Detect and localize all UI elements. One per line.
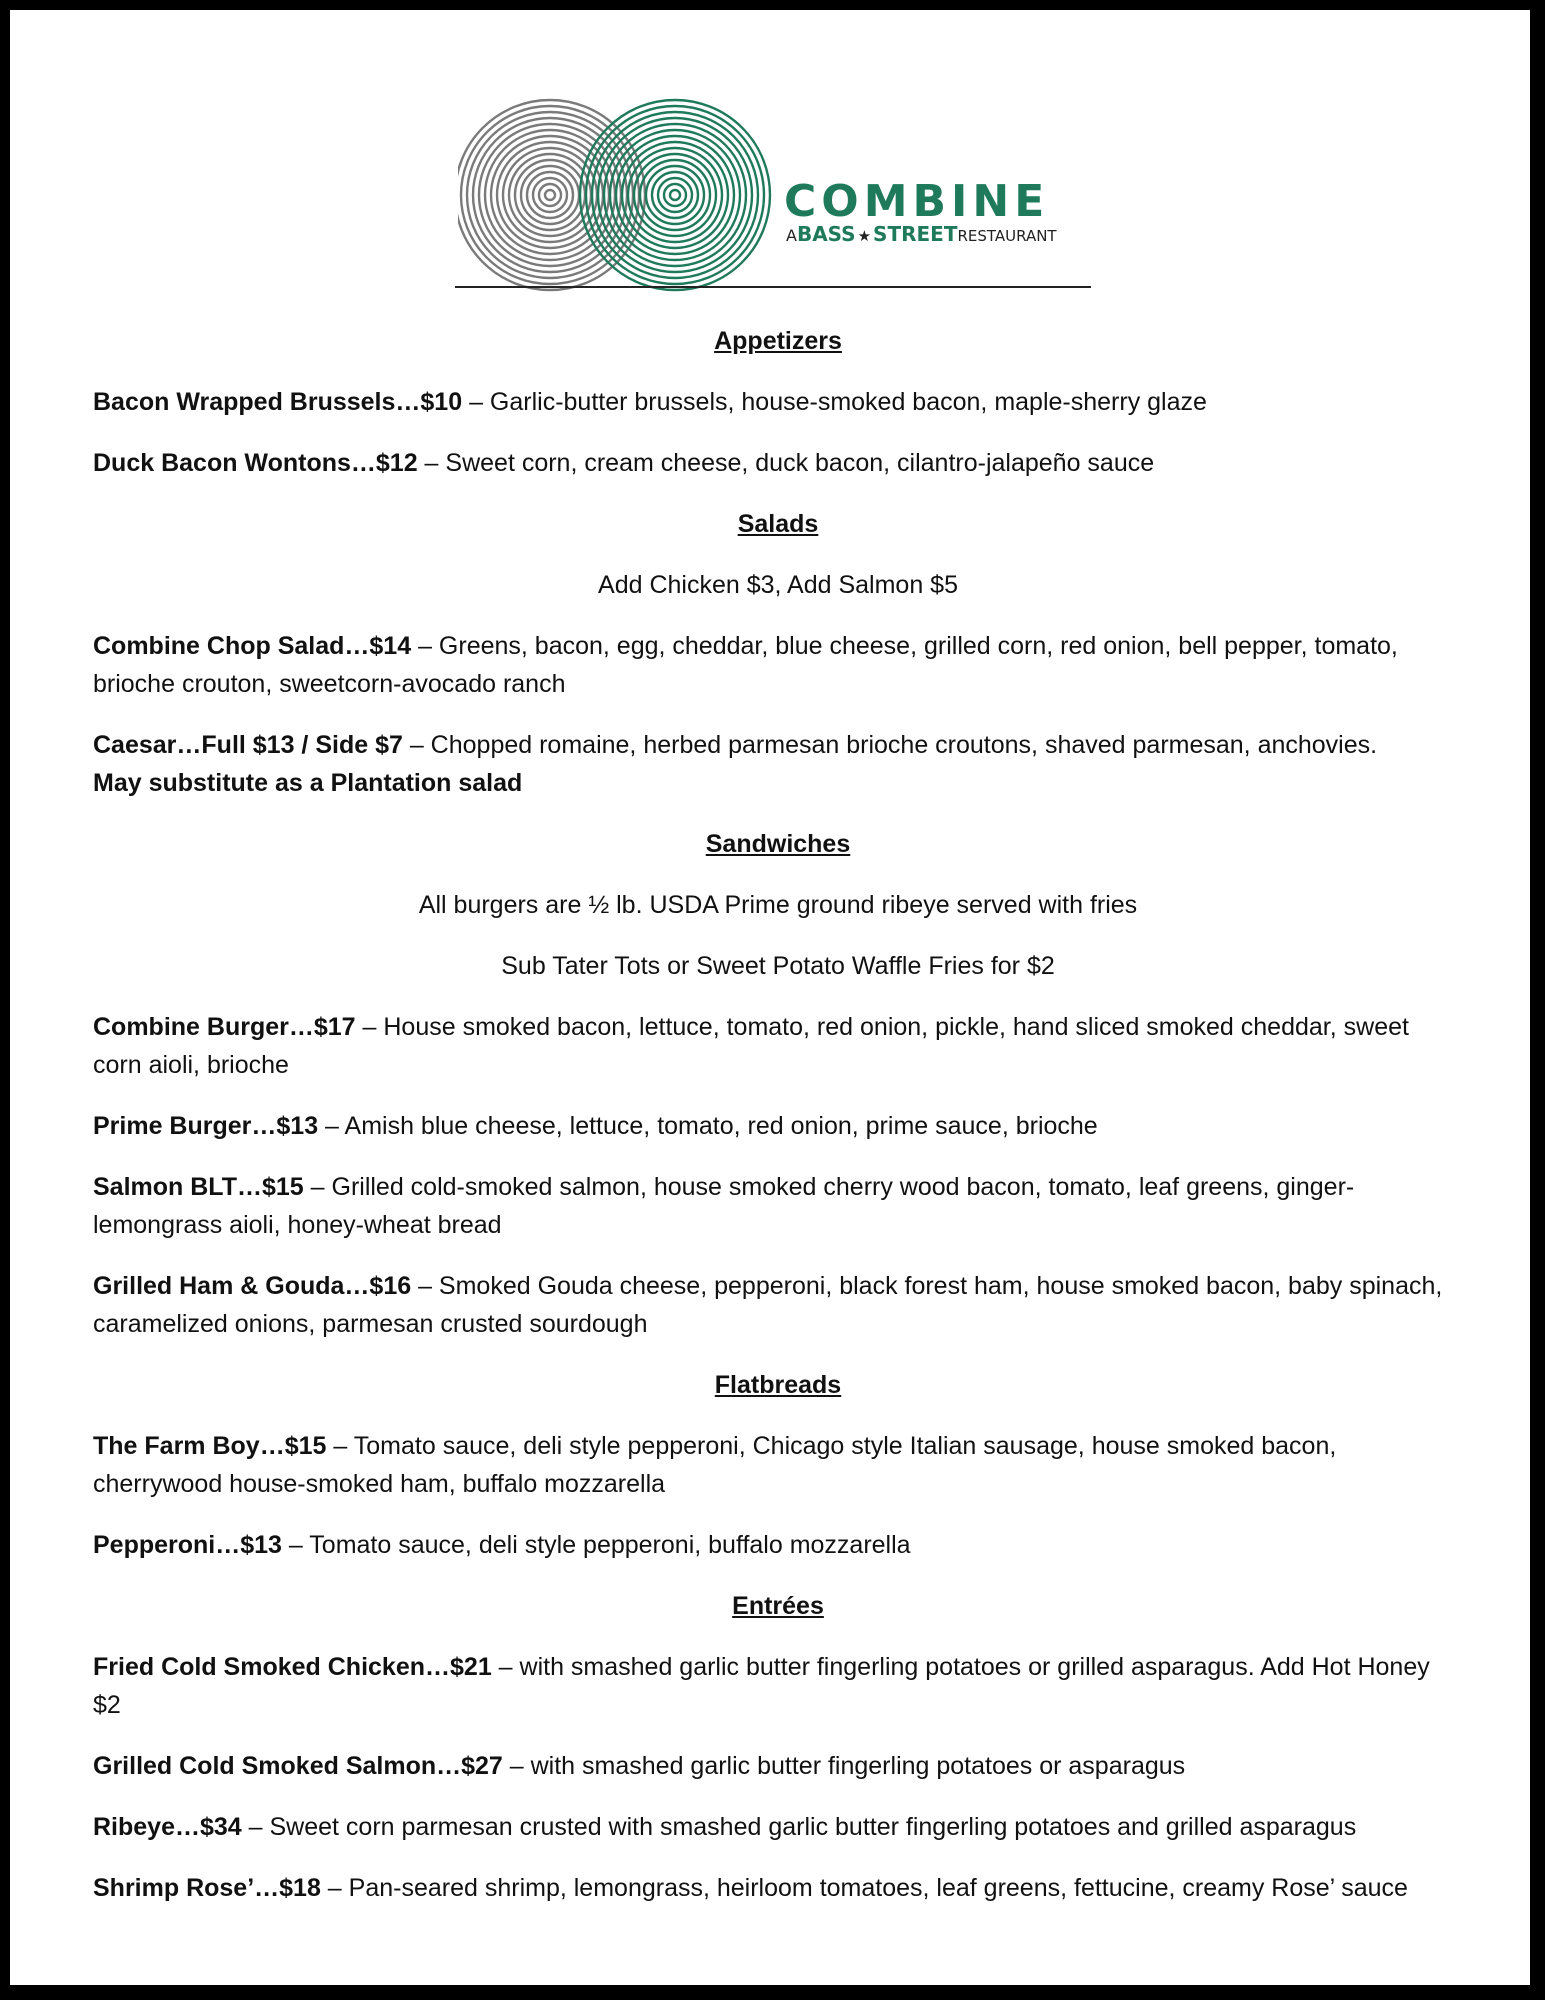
- menu-item: [93, 1168, 1463, 1244]
- logo-ring: [503, 148, 597, 242]
- menu-item: [93, 1427, 1463, 1503]
- logo-ring: [604, 124, 746, 266]
- item-name: Grilled Cold Smoked Salmon…$27: [93, 1752, 503, 1780]
- section-title-entrees: Entrées: [732, 1592, 824, 1620]
- section-title-flatbreads: Flatbreads: [714, 1371, 842, 1399]
- item-description: – Greens, bacon, egg, cheddar, blue cheese, grilled corn, red onion, bell pepper, tomato, brioche crouton, sweetcorn-avocado ranch: [93, 632, 1398, 698]
- item-name: Duck Bacon Wontons…$12: [93, 449, 418, 477]
- item-description: – Garlic-butter brussels, house-smoked bacon, maple-sherry glaze: [462, 388, 1207, 416]
- menu-page: [10, 10, 1530, 1985]
- salads-note: Add Chicken $3, Add Salmon $5: [598, 571, 958, 599]
- item-name: Caesar…Full $13 / Side $7: [93, 731, 403, 759]
- sandwiches-note-burgers: All burgers are ½ lb. USDA Prime ground ribeye served with fries: [418, 891, 1138, 919]
- menu-content: [93, 322, 1463, 1930]
- item-name: Pepperoni…$13: [93, 1531, 282, 1559]
- item-name: Bacon Wrapped Brussels…$10: [93, 388, 463, 416]
- logo-tagline: ABASS ★ STREETRESTAURANT: [786, 222, 1057, 246]
- item-description: – Tomato sauce, deli style pepperoni, buffalo mozzarella: [281, 1531, 911, 1559]
- section-title-appetizers: Appetizers: [714, 327, 842, 355]
- item-description: – Grilled cold-smoked salmon, house smoked cherry wood bacon, tomato, leaf greens, ginger-lemongrass aioli, honey-wheat bread: [93, 1173, 1355, 1239]
- logo-divider: [455, 286, 1091, 288]
- combine-logo: [458, 92, 1108, 302]
- logo-ring: [539, 184, 561, 206]
- item-extra-note: May substitute as a Plantation salad: [93, 769, 523, 797]
- logo-graphic: [458, 92, 1108, 302]
- logo-ring: [640, 160, 710, 230]
- item-description: – Pan-seared shrimp, lemongrass, heirloom tomatoes, leaf greens, fettucine, creamy Rose’ sauce: [320, 1874, 1408, 1902]
- item-description: – Sweet corn parmesan crusted with smashed garlic butter fingerling potatoes and grilled asparagus: [241, 1813, 1357, 1841]
- item-name: Combine Burger…$17: [93, 1013, 356, 1041]
- item-description: – Tomato sauce, deli style pepperoni, Chicago style Italian sausage, house smoked bacon, cherrywood house-smoked ham, buffalo mozzarella: [93, 1432, 1337, 1498]
- logo-ring: [479, 124, 621, 266]
- item-name: Grilled Ham & Gouda…$16: [93, 1272, 412, 1300]
- menu-item: [93, 1747, 1463, 1785]
- item-description: – Amish blue cheese, lettuce, tomato, red onion, prime sauce, brioche: [318, 1112, 1098, 1140]
- item-name: Fried Cold Smoked Chicken…$21: [93, 1653, 492, 1681]
- menu-item: [93, 1267, 1463, 1343]
- item-name: Prime Burger…$13: [93, 1112, 319, 1140]
- sandwiches-note-sides: Sub Tater Tots or Sweet Potato Waffle Fries for $2: [501, 952, 1055, 980]
- section-title-sandwiches: Sandwiches: [705, 830, 851, 858]
- logo-ring: [586, 106, 764, 284]
- logo-ring: [515, 160, 585, 230]
- item-name: Salmon BLT…$15: [93, 1173, 304, 1201]
- logo-ring: [521, 166, 579, 224]
- item-name: Combine Chop Salad…$14: [93, 632, 412, 660]
- menu-item: [93, 726, 1463, 802]
- item-description: – with smashed garlic butter fingerling potatoes or grilled asparagus. Add Hot Honey $2: [93, 1653, 1430, 1719]
- item-description: – Sweet corn, cream cheese, duck bacon, cilantro-jalapeño sauce: [417, 449, 1155, 477]
- logo-ring: [628, 148, 722, 242]
- item-description: – House smoked bacon, lettuce, tomato, red onion, pickle, hand sliced smoked cheddar, sweet corn aioli, brioche: [93, 1013, 1409, 1079]
- menu-item: [93, 1526, 1463, 1564]
- logo-ring: [545, 190, 555, 200]
- logo-ring: [646, 166, 704, 224]
- menu-item: [93, 627, 1463, 703]
- section-title-salads: Salads: [737, 510, 819, 538]
- menu-item: [93, 1648, 1463, 1724]
- menu-item: [93, 444, 1463, 482]
- item-name: Ribeye…$34: [93, 1813, 242, 1841]
- menu-item: [93, 1869, 1463, 1907]
- menu-item: [93, 1107, 1463, 1145]
- menu-item: [93, 383, 1463, 421]
- logo-ring: [485, 130, 615, 260]
- item-description: – Smoked Gouda cheese, pepperoni, black forest ham, house smoked bacon, baby spinach, caramelized onions, parmesan crusted sourdough: [93, 1272, 1443, 1338]
- menu-item: [93, 1008, 1463, 1084]
- item-description: – with smashed garlic butter fingerling potatoes or asparagus: [502, 1752, 1186, 1780]
- logo-ring: [610, 130, 740, 260]
- item-name: Shrimp Rose’…$18: [93, 1874, 321, 1902]
- menu-item: [93, 1808, 1463, 1846]
- logo-ring: [670, 190, 680, 200]
- item-name: The Farm Boy…$15: [93, 1432, 327, 1460]
- logo-ring: [664, 184, 686, 206]
- item-description: – Chopped romaine, herbed parmesan brioche croutons, shaved parmesan, anchovies.: [402, 731, 1378, 759]
- logo-wordmark: COMBINE: [784, 176, 1050, 227]
